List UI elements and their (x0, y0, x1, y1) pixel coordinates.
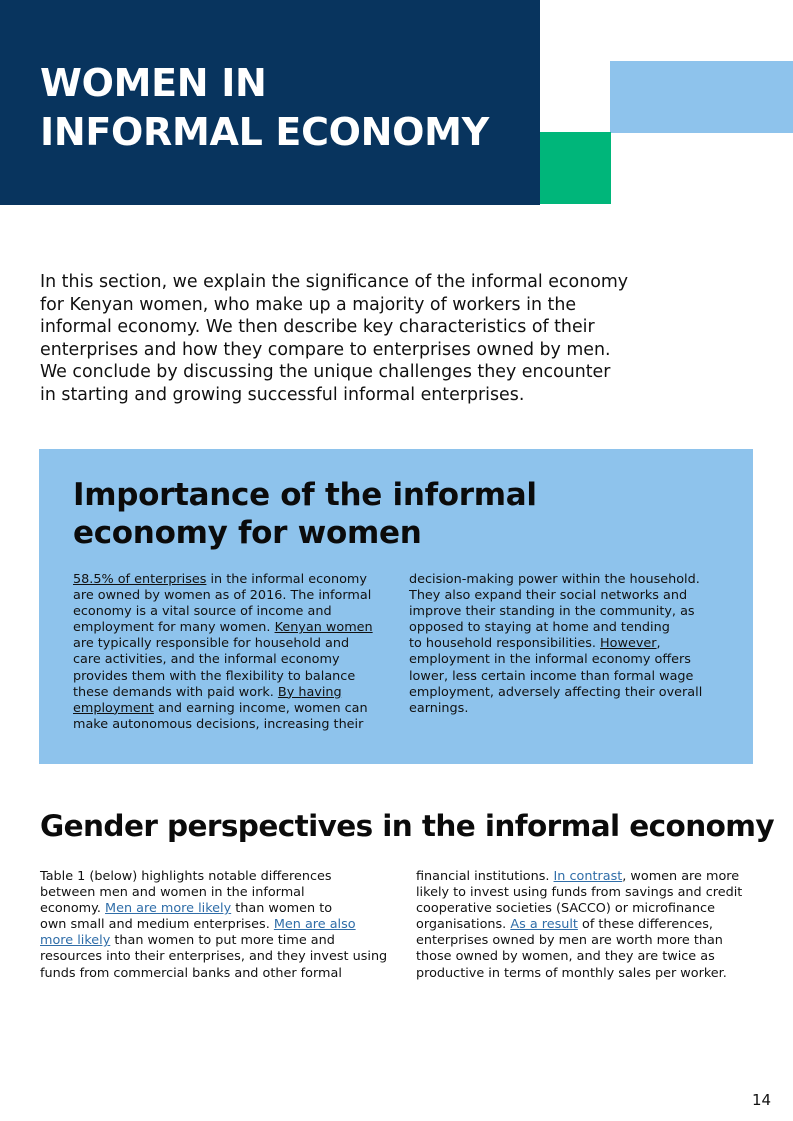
text-line: productive in terms of monthly sales per worker. (416, 965, 727, 981)
page-title (40, 59, 489, 157)
decorative-green-block (540, 132, 611, 204)
link-men-are-more-likely[interactable]: Men are more likely (105, 901, 232, 917)
text-line: opposed to staying at home and tending (409, 620, 670, 636)
text-line: those owned by women, and they are twice as (416, 949, 715, 965)
page-number: 14 (752, 1091, 772, 1109)
text-fragment: , (656, 636, 661, 652)
link-however[interactable]: However (600, 636, 657, 652)
page-title-line: WOMEN IN (40, 61, 267, 105)
importance-heading (73, 476, 537, 552)
text-fragment: economy. (40, 901, 106, 917)
text-line: earnings. (409, 700, 469, 716)
text-fragment: to household responsibilities. (409, 636, 601, 652)
text-line: lower, less certain income than formal wage (409, 668, 694, 684)
text-line: likely to invest using funds from savings and credit (416, 885, 743, 901)
intro-line: in starting and growing successful informal enterprises. (40, 384, 525, 405)
link-by-having-employment[interactable]: By having (277, 684, 342, 700)
text-line (416, 869, 742, 885)
importance-panel (39, 449, 753, 764)
text-line: funds from commercial banks and other formal (40, 965, 342, 981)
text-line (416, 917, 742, 933)
link-men-are-also-more-likely[interactable]: Men are also (273, 917, 356, 933)
link-kenyan-women[interactable]: Kenyan women (274, 620, 373, 636)
text-fragment: employment for many women. (73, 620, 275, 636)
text-fragment: than women to (231, 901, 333, 917)
text-fragment: and earning income, women can (153, 700, 368, 716)
link-by-having-employment[interactable]: employment (73, 700, 154, 716)
text-line: employment, adversely affecting their overall (409, 684, 703, 700)
text-line: improve their standing in the community, as (409, 604, 695, 620)
intro-line: enterprises and how they compare to enterprises owned by men. (40, 339, 611, 360)
text-fragment: own small and medium enterprises. (40, 917, 274, 933)
intro-paragraph (40, 271, 700, 407)
text-line (409, 636, 702, 652)
text-line: care activities, and the informal economy (73, 652, 340, 668)
gender-left-column (40, 869, 387, 982)
text-fragment: these demands with paid work. (73, 684, 278, 700)
link-men-are-also-more-likely[interactable]: more likely (40, 933, 111, 949)
link-as-a-result[interactable]: As a result (510, 917, 578, 933)
text-line (73, 701, 373, 717)
link-in-contrast[interactable]: In contrast (553, 869, 623, 884)
text-line: cooperative societies (SACCO) or microfinance (416, 901, 715, 917)
intro-line: for Kenyan women, who make up a majority of workers in the (40, 294, 577, 315)
link-58-5-percent-enterprises[interactable]: 58.5% of enterprises (73, 572, 207, 587)
text-fragment: in the informal economy (206, 572, 367, 587)
text-fragment: than women to put more time and (110, 933, 335, 949)
text-line: economy is a vital source of income and (73, 604, 332, 620)
text-fragment: organisations. (416, 917, 511, 933)
importance-heading-line: Importance of the informal (73, 477, 537, 513)
text-line (40, 917, 387, 933)
text-line: They also expand their social networks and (409, 588, 688, 604)
intro-line: We conclude by discussing the unique challenges they encounter (40, 362, 611, 383)
text-line: Table 1 (below) highlights notable differences (40, 869, 332, 884)
importance-right-column (409, 572, 702, 717)
gender-section-heading: Gender perspectives in the informal economy (40, 809, 775, 843)
text-line: between men and women in the informal (40, 885, 305, 901)
text-line: provides them with the flexibility to balance (73, 668, 356, 684)
text-line: resources into their enterprises, and they invest using (40, 949, 388, 965)
text-line (73, 685, 373, 701)
page-title-line: INFORMAL ECONOMY (40, 110, 489, 154)
text-line (40, 933, 387, 949)
importance-heading-line: economy for women (73, 515, 422, 551)
text-fragment: financial institutions. (416, 869, 554, 884)
text-fragment: , women are more (622, 869, 740, 884)
gender-right-column (416, 869, 742, 982)
text-fragment: of these differences, (577, 917, 713, 933)
text-line: decision-making power within the household. (409, 572, 700, 587)
text-line (40, 901, 387, 917)
text-line: are typically responsible for household and (73, 636, 350, 652)
title-banner (0, 0, 540, 205)
text-line: enterprises owned by men are worth more than (416, 933, 723, 949)
intro-line: informal economy. We then describe key characteristics of their (40, 317, 595, 338)
text-line (73, 572, 373, 588)
intro-line: In this section, we explain the significance of the informal economy (40, 272, 629, 292)
text-line: are owned by women as of 2016. The informal (73, 588, 372, 604)
decorative-light-blue-block (610, 61, 793, 133)
text-line: make autonomous decisions, increasing their (73, 716, 364, 732)
importance-left-column (73, 572, 373, 733)
text-line: employment in the informal economy offers (409, 652, 691, 668)
text-line (73, 620, 373, 636)
